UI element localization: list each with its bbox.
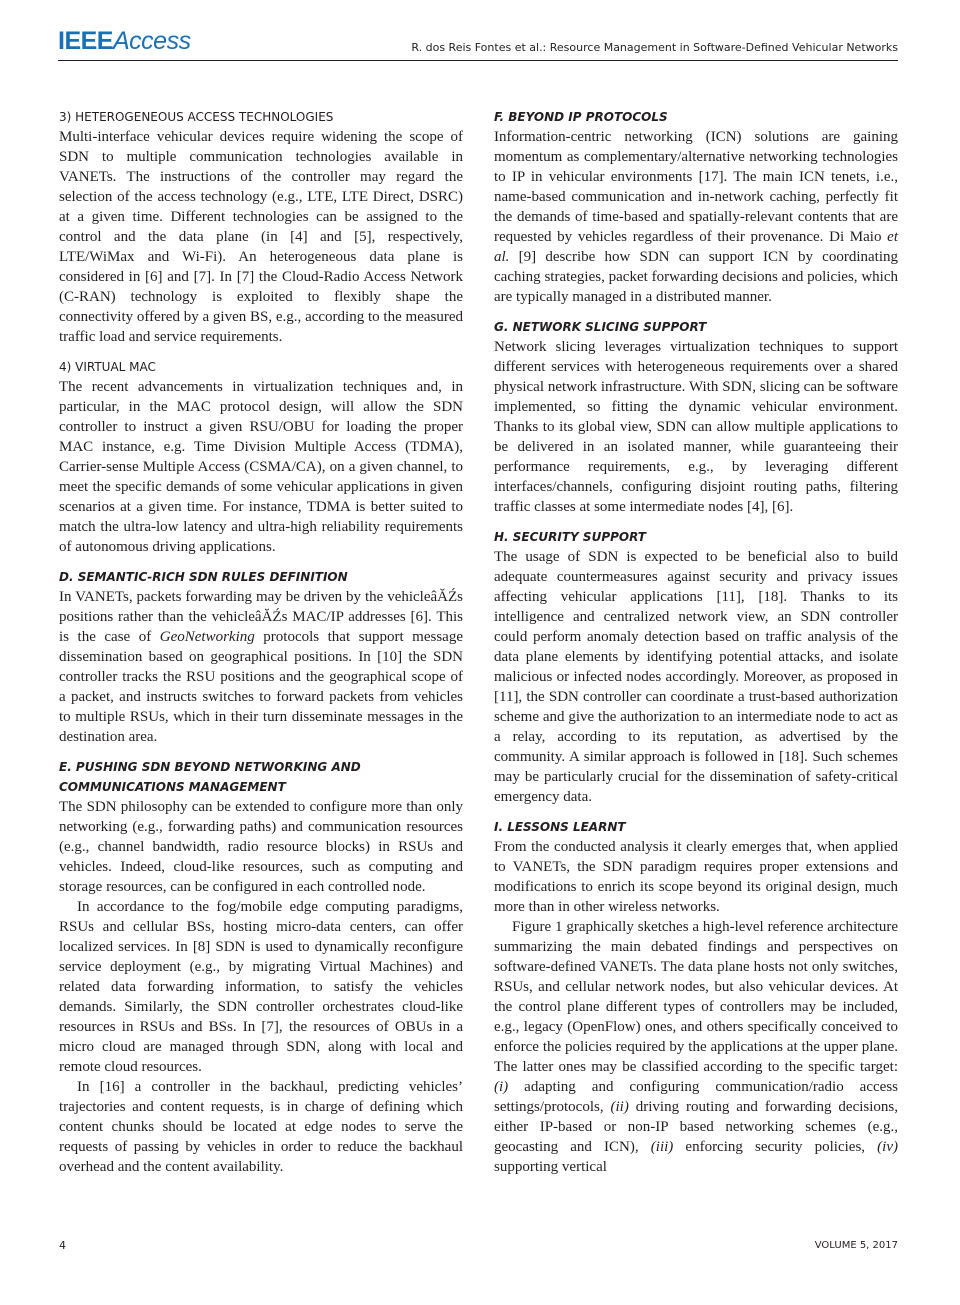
page-number: 4 <box>59 1239 66 1252</box>
volume-label: VOLUME 5, 2017 <box>814 1240 898 1251</box>
logo-access-text: Access <box>112 27 191 55</box>
paragraph: In [16] a controller in the backhaul, predicting vehicles’ trajectories and content requests, is in charge of defining which content chunks should be located at edge nodes to serve the requests of passing by vehicles in order to reduce the backhaul overhead and the content availability. <box>59 1079 463 1175</box>
paragraph: From the conducted analysis it clearly emerges that, when applied to VANETs, the SDN paradigm requires proper extensions and modifications to enrich its scope beyond its original design, much more than in other wireless networks. <box>494 839 898 915</box>
section-heading: H. SECURITY SUPPORT <box>494 530 646 544</box>
paragraph: The SDN philosophy can be extended to configure more than only networking (e.g., forwarding paths) and communication resources (e.g., channel bandwidth, radio resource blocks) in RSUs and vehicles. Indeed, cloud-like resources, such as computing and storage resources, can be configured in each controlled node. <box>59 799 463 895</box>
paragraph: In accordance to the fog/mobile edge computing paradigms, RSUs and cellular BSs, hosting micro-data centers, can offer localized services. In [8] SDN is used to dynamically reconfigure service deployment (e.g., by migrating Virtual Machines) and related data forwarding information, to satisfy the vehicles demands. Similarly, the SDN controller orchestrates cloud-like resources in RSUs and BSs. In [7], the resources of OBUs in a micro cloud are managed through SDN, along with local and remote cloud resources. <box>59 899 463 1075</box>
paragraph: The usage of SDN is expected to be beneficial also to build adequate countermeasures against security and privacy issues affecting vehicular applications [11], [18]. Thanks to its intelligence and centralized network view, an SDN controller could perform anomaly detection based on traffic analysis of the data plane elements by identifying potential attacks, and isolate malicious or infected nodes accordingly. Moreover, as proposed in [11], the SDN controller can coordinate a trust-based authorization scheme and give the authorization to an intermediate node to act as a relay, according to its reputation, as advertised by the community. A similar approach is followed in [18]. Such schemes may be particularly crucial for the dissemination of safety-critical emergency data. <box>494 549 898 805</box>
right-column <box>494 107 898 1177</box>
section-heading: 4) VIRTUAL MAC <box>59 360 156 374</box>
section-heading: 3) HETEROGENEOUS ACCESS TECHNOLOGIES <box>59 110 334 124</box>
logo-ieee-text: IEEE <box>58 27 113 55</box>
section-heading: F. BEYOND IP PROTOCOLS <box>494 110 668 124</box>
section-heading: D. SEMANTIC-RICH SDN RULES DEFINITION <box>59 570 348 584</box>
section-heading: I. LESSONS LEARNT <box>494 820 626 834</box>
section-heading: E. PUSHING SDN BEYOND NETWORKING AND COMMUNICATIONS MANAGEMENT <box>59 760 361 794</box>
ieee-access-logo <box>58 26 191 56</box>
paragraph: Network slicing leverages virtualization techniques to support different services with heterogeneous requirements over a shared physical network infrastructure. With SDN, slicing can be software implemented, so fitting the dynamic vehicular environment. Thanks to its global view, SDN can allow multiple applications to be delivered in an isolated manner, while guaranteeing their performance requirements, e.g., by leveraging different interfaces/channels, configuring disjoint routing paths, filtering traffic classes at some intermediate nodes [4], [6]. <box>494 339 898 515</box>
paragraph: Information-centric networking (ICN) solutions are gaining momentum as complementary/alternative networking technologies to IP in vehicular environments [17]. The main ICN tenets, i.e., name-based communication and in-network caching, perfectly fit the demands of time-based and spatially-relevant contents that are requested by vehicles regardless of their provenance. Di Maio et al. [9] describe how SDN can support ICN by coordinating caching strategies, packet forwarding decisions and policies, which are typically managed in a distributed manner. <box>494 129 898 305</box>
paragraph: Multi-interface vehicular devices require widening the scope of SDN to multiple communication technologies available in VANETs. The instructions of the controller may regard the selection of the access technology (e.g., LTE, LTE Direct, DSRC) at a given time. Different technologies can be assigned to the control and the data plane (in [4] and [5], respectively, LTE/WiMax and Wi-Fi). An heterogeneous data plane is considered in [6] and [7]. In [7] the Cloud-Radio Access Network (C-RAN) technology is exploited to flexibly shape the connectivity offered by a given BS, e.g., according to the measured traffic load and service requirements. <box>59 129 463 345</box>
paragraph: In VANETs, packets forwarding may be driven by the vehicleâĂŹs positions rather than the vehicleâĂŹs MAC/IP addresses [6]. This is the case of GeoNetworking protocols that support message dissemination based on geographical positions. In [10] the SDN controller tracks the RSU positions and the geographical scope of a packet, and instructs switches to forward packets from vehicles to multiple RSUs, which in their turn disseminate messages in the destination area. <box>59 589 463 745</box>
left-column <box>59 107 463 1177</box>
running-head: R. dos Reis Fontes et al.: Resource Management in Software-Defined Vehicular Networks <box>411 41 898 54</box>
paragraph: The recent advancements in virtualization techniques and, in particular, in the MAC protocol design, will allow the SDN controller to instruct a given RSU/OBU for loading the proper MAC instance, e.g. Time Division Multiple Access (TDMA), Carrier-sense Multiple Access (CSMA/CA), on a given channel, to meet the specific demands of some vehicular applications in given scenarios at a given time. For instance, TDMA is better suited to match the ultra-low latency and ultra-high reliability requirements of autonomous driving applications. <box>59 379 463 555</box>
header-rule <box>58 60 898 61</box>
paragraph: Figure 1 graphically sketches a high-level reference architecture summarizing the main debated findings and perspectives on software-defined VANETs. The data plane hosts not only switches, RSUs, and cellular network nodes, but also vehicular devices. At the control plane different types of controllers may be included, e.g., legacy (OpenFlow) ones, and others specifically conceived to enforce the policies required by the applications at the upper plane. The latter ones may be classified according to the specific target: (i) adapting and configuring communication/radio access settings/protocols, (ii) driving routing and forwarding decisions, either IP-based or non-IP based networking schemes (e.g., geocasting and ICN), (iii) enforcing security policies, (iv) supporting vertical <box>494 919 899 1175</box>
section-heading: G. NETWORK SLICING SUPPORT <box>494 320 707 334</box>
